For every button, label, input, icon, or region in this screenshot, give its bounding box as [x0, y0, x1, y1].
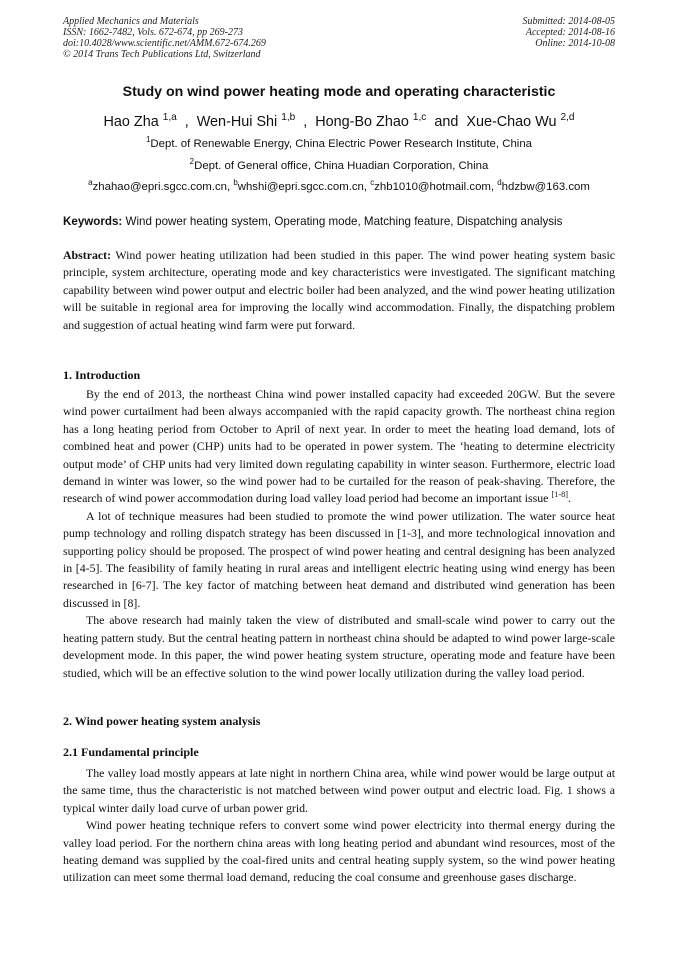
journal-doi[interactable]: doi:10.4028/www.scientific.net/AMM.672-674.269: [63, 38, 266, 49]
email-sup: c: [370, 178, 375, 188]
paragraph: [63, 386, 615, 508]
journal-issn: ISSN: 1662-7482, Vols. 672-674, pp 269-273: [63, 27, 243, 38]
author-sup: 1,c: [412, 112, 427, 124]
affiliation-text: Dept. of Renewable Energy, China Electric Power Research Institute, China: [150, 138, 532, 150]
online-date: Online: 2014-10-08: [535, 38, 615, 49]
email-link[interactable]: whshi@epri.sgcc.com.cn,: [237, 181, 371, 193]
affiliation-sup: 2: [189, 157, 195, 167]
subsection-heading-fundamental-principle: 2.1 Fundamental principle: [63, 745, 199, 759]
affiliation-sup: 1: [145, 135, 151, 145]
paragraph: The above research had mainly taken the view of distributed and small-scale wind power to carry out the heating pattern study. But the central heating pattern in northeast china should be adapted to wind power large-scale development mode. In this paper, the wind power heating system structure, operating mode and feature have been studied, which will be an effective solution to the wind power locally utilization during the valley load period.: [63, 613, 615, 680]
affiliation-1: [0, 135, 678, 150]
author-sup: 2,d: [560, 112, 575, 124]
author-name: Wen-Hui Shi: [196, 114, 278, 130]
citation: [1-8]: [551, 490, 568, 500]
publication-dates: [523, 16, 616, 49]
journal-info: [63, 16, 266, 60]
abstract-label: Abstract:: [63, 248, 112, 262]
submitted-date: Submitted: 2014-08-05: [522, 16, 615, 27]
section-heading-system-analysis: 2. Wind power heating system analysis: [63, 714, 261, 728]
author-name: Xue-Chao Wu: [466, 114, 557, 130]
accepted-date: Accepted: 2014-08-16: [525, 27, 615, 38]
author-sup: 1,b: [281, 112, 296, 124]
introduction-body: [63, 386, 615, 682]
email-link[interactable]: zhb1010@hotmail.com,: [374, 181, 498, 193]
author-separator: ,: [180, 114, 193, 130]
author-name: Hao Zha: [103, 114, 159, 130]
affiliation-2: [0, 157, 678, 172]
keywords-text: Wind power heating system, Operating mode, Matching feature, Dispatching analysis: [122, 215, 563, 228]
paragraph-text: By the end of 2013, the northeast China wind power installed capacity had exceeded 20GW. But the severe wind power curtailment had been always accompanied with the rapid capacity growth. The northeast china region has a long heating period from October to April of next year. In order to meet the heating load demand, lots of combined heat and power (CHP) units had to be operated in power system. The ‘heating to determine electricity output mode’ of CHP units had very limited down regulating capability in winter season. Furthermore, electric load demand in winter was lower, so the wind power had to be curtailed for the reason of peak-shaving. Therefore, the research of wind power accommodation during load valley load period had become an important issue: [63, 387, 615, 506]
abstract-text: Wind power heating utilization had been studied in this paper. The wind power heating system basic principle, system architecture, operating mode and key characteristics were investigated. The significant matching capability between wind power output and electric boiler had been analyzed, and the wind power heating utilization will be suitable in regional area for improving the locally wind accommodation. Finally, the dispatching problem and suggestion of actual heating wind farm were put forward.: [63, 248, 615, 332]
journal-name: Applied Mechanics and Materials: [63, 16, 199, 27]
principle-body: [63, 765, 615, 887]
email-sup: d: [497, 178, 502, 188]
email-link[interactable]: zhahao@epri.sgcc.com.cn,: [92, 181, 234, 193]
section-heading-introduction: 1. Introduction: [63, 368, 141, 382]
keywords: [63, 215, 615, 228]
author-emails: [0, 178, 678, 193]
keywords-label: Keywords:: [63, 215, 123, 228]
paper-title: Study on wind power heating mode and operating characteristic: [122, 84, 556, 100]
author-name: Hong-Bo Zhao: [315, 114, 409, 130]
author-separator: ,: [299, 114, 312, 130]
abstract: [63, 247, 615, 334]
paragraph: A lot of technique measures had been studied to promote the wind power utilization. The water source heat pump technology and rolling dispatch strategy has been discussed in [1-3], and more technological innovation and supporting policy should be proposed. The prospect of wind power heating and central designing has been analyzed in [4-5]. The feasibility of family heating in rural areas and intelligent electric heating using wind energy has been researched in [6-7]. The key factor of matching between heat demand and distributed wind generation has been discussed in [8].: [63, 508, 615, 610]
affiliation-text: Dept. of General office, China Huadian Corporation, China: [194, 160, 489, 172]
author-sup: 1,a: [162, 112, 177, 124]
email-sup: b: [233, 178, 238, 188]
author-list: [0, 114, 678, 130]
author-separator: and: [430, 114, 463, 130]
email-link[interactable]: hdzbw@163.com: [501, 181, 590, 193]
paragraph-end: .: [567, 491, 571, 506]
paragraph: The valley load mostly appears at late night in northern China area, while wind power would be large output at the same time, thus the characteristic is not matched between wind power output and electric load. Fig. 1 shows a typical winter daily load curve of urban power grid.: [63, 766, 615, 815]
journal-copyright: © 2014 Trans Tech Publications Ltd, Switzerland: [63, 49, 261, 60]
paragraph: Wind power heating technique refers to convert some wind power electricity into thermal energy during the valley load period. For the northern china areas with long heating period and abundant wind resources, most of the heating demand was supplied by the coal-fired units and central heating supply system, so the wind power heating utilization can meet some thermal load demand, reducing the coal consume and greenhouse gases discharge.: [63, 818, 615, 885]
email-sup: a: [88, 178, 93, 188]
